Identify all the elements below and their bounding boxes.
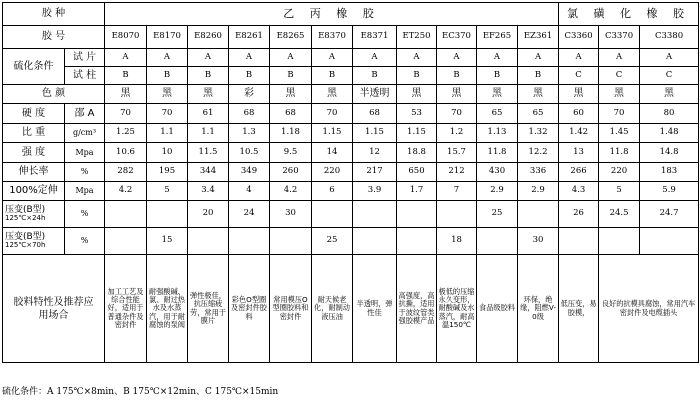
- remark-cell: 极低的压缩永久变形，耐酸碱及水蒸汽，耐高温150℃: [437, 255, 477, 363]
- label-cs-70h: [3, 228, 65, 255]
- remark-cell: 彩色O型圈及密封件胶料: [229, 255, 270, 363]
- color-cell: 黑: [599, 85, 640, 104]
- specific-gravity-cell: 1.32: [518, 124, 559, 143]
- elongation-cell: 650: [397, 163, 437, 182]
- grade-cell: C3370: [599, 26, 640, 49]
- color-cell: 半透明: [353, 85, 397, 104]
- modulus100-cell: 4.2: [270, 182, 312, 201]
- strength-cell: 9.5: [270, 143, 312, 163]
- label-test-piece: 试 片: [65, 49, 105, 67]
- strength-cell: 15.7: [437, 143, 477, 163]
- label-color: 色 颜: [3, 85, 105, 104]
- elongation-cell: 212: [437, 163, 477, 182]
- family-cspe: 氯 磺 化 橡 胶: [559, 3, 699, 26]
- cure-column-cell: B: [105, 67, 147, 85]
- cure-piece-cell: A: [599, 49, 640, 67]
- row-modulus100: [3, 182, 699, 201]
- compression-set-24h-cell: [312, 201, 353, 228]
- cure-piece-cell: A: [353, 49, 397, 67]
- color-cell: 黑: [437, 85, 477, 104]
- remark-cell: 耐天候老化，耐制动液压油: [312, 255, 353, 363]
- grade-cell: E8070: [105, 26, 147, 49]
- cure-column-cell: B: [397, 67, 437, 85]
- compression-set-24h-cell: [353, 201, 397, 228]
- compression-set-70h-cell: [270, 228, 312, 255]
- datasheet: [2, 2, 698, 363]
- compression-set-70h-cell: 15: [147, 228, 188, 255]
- compression-set-24h-cell: 20: [188, 201, 229, 228]
- compression-set-70h-cell: [559, 228, 599, 255]
- row-compression-set-70h: [3, 228, 699, 255]
- cure-column-cell: C: [559, 67, 599, 85]
- cure-piece-cell: A: [188, 49, 229, 67]
- modulus100-cell: 5.9: [640, 182, 699, 201]
- cure-piece-cell: A: [477, 49, 518, 67]
- elongation-cell: 344: [188, 163, 229, 182]
- strength-cell: 11.5: [188, 143, 229, 163]
- color-cell: 黑: [270, 85, 312, 104]
- color-cell: 黑: [105, 85, 147, 104]
- strength-cell: 18.8: [397, 143, 437, 163]
- compression-set-24h-cell: 30: [270, 201, 312, 228]
- remark-cell: 高强度，高抗撕，适用于波纹管类强胶模产品: [397, 255, 437, 363]
- remark-cell: 良好的抗模具腐蚀，常用汽车密封件及电缆插头: [599, 255, 699, 363]
- modulus100-cell: 1.7: [397, 182, 437, 201]
- strength-cell: 12.2: [518, 143, 559, 163]
- remark-cell: 加工工艺及综合性能好，适用于普通杂件及密封件: [105, 255, 147, 363]
- specific-gravity-cell: 1.45: [599, 124, 640, 143]
- color-cell: 黑: [640, 85, 699, 104]
- strength-cell: 14: [312, 143, 353, 163]
- elongation-cell: 220: [312, 163, 353, 182]
- remark-cell: 弹性极佳，抗压缩疲劳，常用于膜片: [188, 255, 229, 363]
- specific-gravity-cell: 1.15: [353, 124, 397, 143]
- strength-cell: 11.8: [477, 143, 518, 163]
- cure-column-cell: C: [599, 67, 640, 85]
- unit-hardness: 邵 A: [65, 104, 105, 124]
- grade-cell: EC370: [437, 26, 477, 49]
- compression-set-24h-cell: [397, 201, 437, 228]
- specific-gravity-cell: 1.1: [188, 124, 229, 143]
- label-strength: 强 度: [3, 143, 65, 163]
- cure-column-cell: B: [270, 67, 312, 85]
- strength-cell: 10.6: [105, 143, 147, 163]
- cure-piece-cell: A: [147, 49, 188, 67]
- hardness-cell: 65: [518, 104, 559, 124]
- grade-cell: EZ361: [518, 26, 559, 49]
- compression-set-24h-cell: 24.5: [599, 201, 640, 228]
- label-specific-gravity: 比 重: [3, 124, 65, 143]
- cure-piece-cell: A: [270, 49, 312, 67]
- compression-set-24h-cell: 24.7: [640, 201, 699, 228]
- modulus100-cell: 5: [599, 182, 640, 201]
- cure-column-cell: B: [477, 67, 518, 85]
- specific-gravity-cell: 1.48: [640, 124, 699, 143]
- elongation-cell: 260: [270, 163, 312, 182]
- color-cell: 黑: [188, 85, 229, 104]
- row-grade: [3, 26, 699, 49]
- cure-column-cell: B: [188, 67, 229, 85]
- modulus100-cell: 6: [312, 182, 353, 201]
- color-cell: 黑: [397, 85, 437, 104]
- compression-set-70h-cell: [640, 228, 699, 255]
- cure-piece-cell: A: [559, 49, 599, 67]
- specific-gravity-cell: 1.3: [229, 124, 270, 143]
- row-remarks: [3, 255, 699, 363]
- specific-gravity-cell: 1.15: [312, 124, 353, 143]
- footnote: 硫化条件：A 175℃×8min、B 175℃×12min、C 175℃×15min: [2, 387, 279, 397]
- hardness-cell: 70: [437, 104, 477, 124]
- cure-piece-cell: A: [397, 49, 437, 67]
- label-grade: 胶 号: [3, 26, 105, 49]
- cure-piece-cell: A: [105, 49, 147, 67]
- compression-set-24h-cell: [147, 201, 188, 228]
- cure-column-cell: C: [640, 67, 699, 85]
- remark-cell: 常用模压O型圈胶料和密封件: [270, 255, 312, 363]
- cure-column-cell: B: [229, 67, 270, 85]
- compression-set-70h-cell: 25: [312, 228, 353, 255]
- modulus100-cell: 4: [229, 182, 270, 201]
- strength-cell: 10.5: [229, 143, 270, 163]
- compression-set-70h-cell: [397, 228, 437, 255]
- hardness-cell: 53: [397, 104, 437, 124]
- strength-cell: 10: [147, 143, 188, 163]
- modulus100-cell: 2.9: [477, 182, 518, 201]
- compression-set-70h-cell: [599, 228, 640, 255]
- elongation-cell: 282: [105, 163, 147, 182]
- elongation-cell: 195: [147, 163, 188, 182]
- hardness-cell: 70: [147, 104, 188, 124]
- label-elongation: 伸长率: [3, 163, 65, 182]
- color-cell: 黑: [518, 85, 559, 104]
- label-test-column: 试 柱: [65, 67, 105, 85]
- unit-cs-70h: %: [65, 228, 105, 255]
- elongation-cell: 336: [518, 163, 559, 182]
- label-cs-70h-line1: 压变(B型): [5, 231, 46, 242]
- modulus100-cell: 4.2: [105, 182, 147, 201]
- remark-cell: 半透明，弹性佳: [353, 255, 397, 363]
- strength-cell: 12: [353, 143, 397, 163]
- remark-cell: 环保，绝缘，阻燃V-0级: [518, 255, 559, 363]
- cure-piece-cell: A: [312, 49, 353, 67]
- unit-cs-24h: %: [65, 201, 105, 228]
- hardness-cell: 68: [270, 104, 312, 124]
- remark-cell: 耐强酸碱、氯、耐过热水及水蒸汽，用于耐腐蚀的泵阀: [147, 255, 188, 363]
- cure-column-cell: B: [353, 67, 397, 85]
- color-cell: 黑: [147, 85, 188, 104]
- grade-cell: ET250: [397, 26, 437, 49]
- hardness-cell: 68: [353, 104, 397, 124]
- elongation-cell: 349: [229, 163, 270, 182]
- label-cure-conditions: 硫化条件: [3, 49, 65, 85]
- compression-set-70h-cell: 30: [518, 228, 559, 255]
- specific-gravity-cell: 1.42: [559, 124, 599, 143]
- cure-piece-cell: A: [437, 49, 477, 67]
- row-elongation: [3, 163, 699, 182]
- compression-set-24h-cell: [437, 201, 477, 228]
- modulus100-cell: 3.9: [353, 182, 397, 201]
- grade-cell: E8170: [147, 26, 188, 49]
- unit-strength: Mpa: [65, 143, 105, 163]
- color-cell: 黑: [312, 85, 353, 104]
- row-compression-set-24h: [3, 201, 699, 228]
- row-color: [3, 85, 699, 104]
- label-rubber-type: 胶 种: [3, 3, 105, 26]
- modulus100-cell: 4.3: [559, 182, 599, 201]
- cure-piece-cell: A: [640, 49, 699, 67]
- compression-set-70h-cell: [105, 228, 147, 255]
- row-family: [3, 3, 699, 26]
- specific-gravity-cell: 1.25: [105, 124, 147, 143]
- label-remarks: 胶料特性及推荐应用场合: [3, 255, 105, 363]
- modulus100-cell: 3.4: [188, 182, 229, 201]
- compression-set-70h-cell: [188, 228, 229, 255]
- color-cell: 黑: [559, 85, 599, 104]
- compression-set-70h-cell: 18: [437, 228, 477, 255]
- specific-gravity-cell: 1.2: [437, 124, 477, 143]
- label-cs-70h-line2: 125℃×70h: [5, 241, 46, 250]
- row-cure-column: [3, 67, 699, 85]
- grade-cell: E8265: [270, 26, 312, 49]
- family-epdm: 乙 丙 橡 胶: [105, 3, 559, 26]
- specific-gravity-cell: 1.15: [397, 124, 437, 143]
- specific-gravity-cell: 1.13: [477, 124, 518, 143]
- row-specific-gravity: [3, 124, 699, 143]
- cure-column-cell: B: [518, 67, 559, 85]
- unit-specific-gravity: g/cm³: [65, 124, 105, 143]
- row-cure-piece: [3, 49, 699, 67]
- label-cs-24h-line1: 压变(B型): [5, 204, 46, 215]
- rubber-spec-table: [2, 2, 699, 363]
- unit-elongation: %: [65, 163, 105, 182]
- color-cell: 黑: [477, 85, 518, 104]
- hardness-cell: 68: [229, 104, 270, 124]
- grade-cell: E8371: [353, 26, 397, 49]
- strength-cell: 13: [559, 143, 599, 163]
- strength-cell: 11.8: [599, 143, 640, 163]
- compression-set-24h-cell: [518, 201, 559, 228]
- remark-cell: 低压变，易胶模，: [559, 255, 599, 363]
- hardness-cell: 70: [312, 104, 353, 124]
- label-hardness: 硬 度: [3, 104, 65, 124]
- grade-cell: C3360: [559, 26, 599, 49]
- grade-cell: EF265: [477, 26, 518, 49]
- elongation-cell: 430: [477, 163, 518, 182]
- compression-set-24h-cell: 24: [229, 201, 270, 228]
- compression-set-24h-cell: 26: [559, 201, 599, 228]
- strength-cell: 14.8: [640, 143, 699, 163]
- modulus100-cell: 7: [437, 182, 477, 201]
- row-hardness: [3, 104, 699, 124]
- label-cs-24h-line2: 125℃×24h: [5, 214, 46, 223]
- color-cell: 彩: [229, 85, 270, 104]
- compression-set-70h-cell: [229, 228, 270, 255]
- elongation-cell: 217: [353, 163, 397, 182]
- grade-cell: E8261: [229, 26, 270, 49]
- hardness-cell: 60: [559, 104, 599, 124]
- cure-column-cell: B: [147, 67, 188, 85]
- cure-piece-cell: A: [518, 49, 559, 67]
- cure-column-cell: B: [312, 67, 353, 85]
- remark-cell: 食品级胶料: [477, 255, 518, 363]
- specific-gravity-cell: 1.18: [270, 124, 312, 143]
- hardness-cell: 80: [640, 104, 699, 124]
- label-cs-24h: [3, 201, 65, 228]
- row-strength: [3, 143, 699, 163]
- modulus100-cell: 2.9: [518, 182, 559, 201]
- grade-cell: C3380: [640, 26, 699, 49]
- specific-gravity-cell: 1.1: [147, 124, 188, 143]
- cure-piece-cell: A: [229, 49, 270, 67]
- hardness-cell: 61: [188, 104, 229, 124]
- modulus100-cell: 5: [147, 182, 188, 201]
- elongation-cell: 220: [599, 163, 640, 182]
- label-modulus100: 100%定伸: [3, 182, 65, 201]
- compression-set-24h-cell: 25: [477, 201, 518, 228]
- cure-column-cell: B: [437, 67, 477, 85]
- compression-set-70h-cell: [477, 228, 518, 255]
- unit-modulus100: Mpa: [65, 182, 105, 201]
- grade-cell: E8370: [312, 26, 353, 49]
- compression-set-24h-cell: [105, 201, 147, 228]
- grade-cell: E8260: [188, 26, 229, 49]
- compression-set-70h-cell: [353, 228, 397, 255]
- hardness-cell: 65: [477, 104, 518, 124]
- hardness-cell: 70: [105, 104, 147, 124]
- elongation-cell: 183: [640, 163, 699, 182]
- hardness-cell: 70: [599, 104, 640, 124]
- elongation-cell: 266: [559, 163, 599, 182]
